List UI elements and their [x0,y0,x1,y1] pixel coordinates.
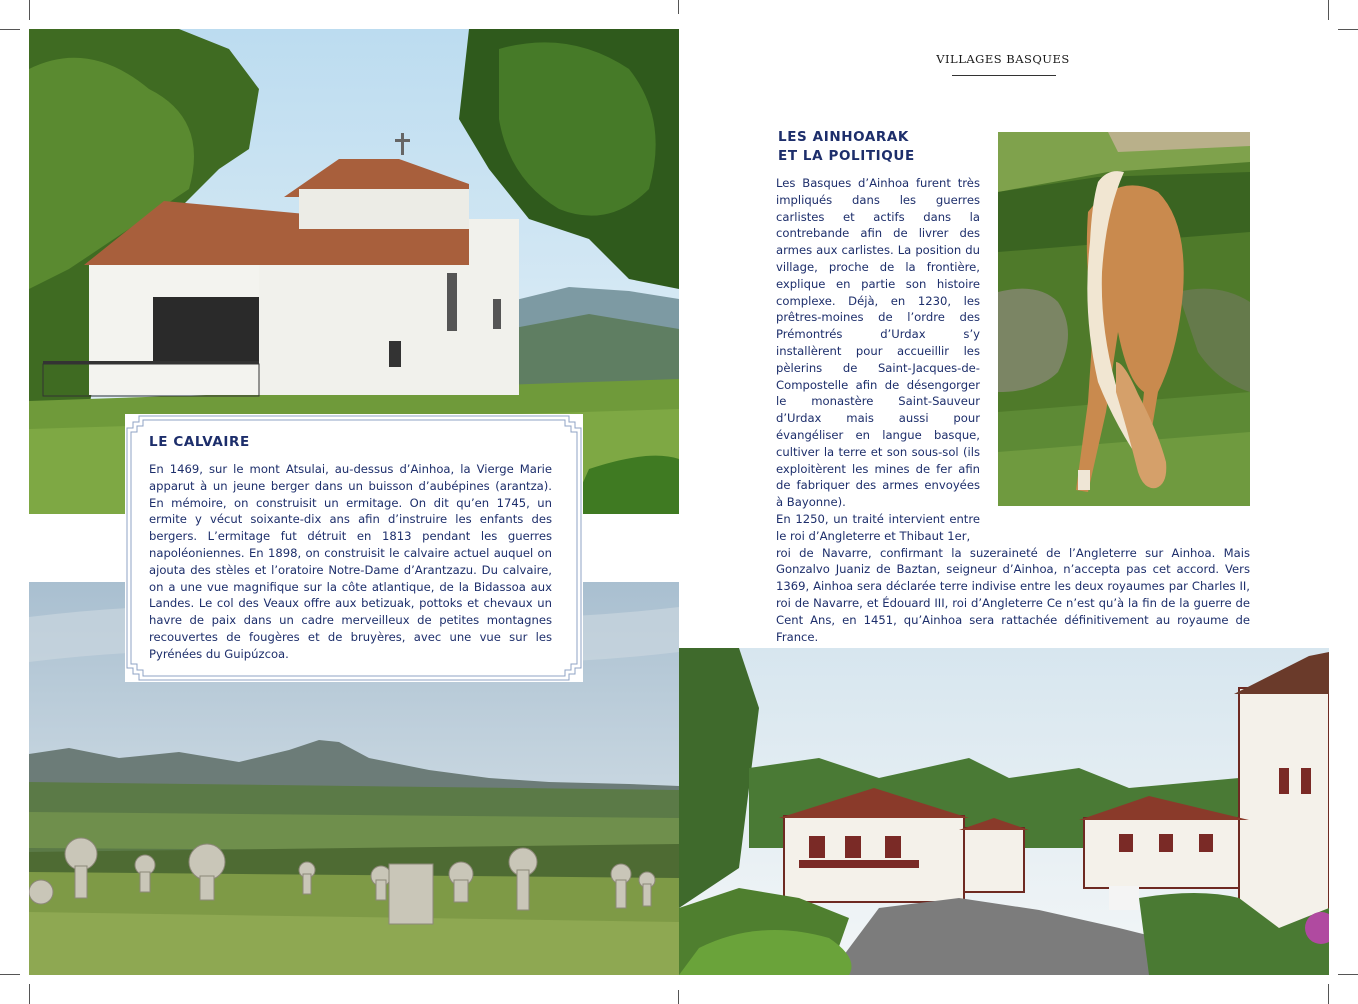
crop-mark [678,990,679,1004]
crop-mark [0,974,20,975]
article-title-line2: ET LA POLITIQUE [778,148,915,164]
article-wrapped-text: Les Basques d’Ainhoa furent très impliqués dans les guerres carlistes et actifs dans la contrebande afin de livrer des armes aux carlistes. La position du village, proche de la frontière, explique en partie son histoire complexe. Déjà, en 1230, les prêtres-moines de l’ordre des Prémontrés d’Urdax s’y installèrent pour accueillir les pèlerins de Saint-Jacques-de-Compostelle afin de désengorger le monastère Saint-Sauveur d’Urdax mais aussi pour évangéliser en langue basque, cultiver la terre et son sous-sol (ils exploitèrent les mines de fer afin de fabriquer des armes envoyées à Bayonne). [776,176,980,510]
calvaire-box [125,414,583,682]
calvaire-title: LE CALVAIRE [149,434,250,450]
crop-mark [29,0,30,20]
calvaire-text: En 1469, sur le mont Atsulai, au-dessus d’Ainhoa, la Vierge Marie apparut à un jeune berger dans un buisson d’aubépines (arantza). En mémoire, on construisit un ermitage. On dit qu’en 1745, un ermite y vécut soixante-dix ans afin d’instruire les enfants des bergers. L’ermitage fut détruit en 1813 pendant les guerres napoléoniennes. En 1898, on construisit le calvaire actuel auquel on ajouta des stèles et l’oratoire Notre-Dame d’Arantzazu. Du calvaire, on a une vue magnifique sur la côte atlantique, de la Bidassoa aux Landes. Le col des Veaux offre aux betizuak, pottoks et chevaux un havre de paix dans un cadre merveilleux de petites montagnes recouvertes de fougères et de bruyères, avec une vue sur les Pyrénées du Guipúzcoa. [149,462,552,661]
crop-mark [1328,0,1329,20]
crop-mark [678,0,679,14]
village-photo [679,648,1329,975]
crop-mark [1338,974,1358,975]
running-title-rule [952,75,1056,76]
article-title [778,128,978,166]
crop-mark [0,29,20,30]
article-title-line1: LES AINHOARAK [778,129,909,145]
article-body [776,175,1250,645]
article-full-text: roi de Navarre, confirmant la suzeraineté de l’Angleterre sur Ainhoa. Mais Gonzalvo Juaniz de Baztan, seigneur d’Ainhoa, n’accepta pas cet accord. Vers 1369, Ainhoa sera déclarée terre indivise entre les deux royaumes par Charles II, roi de Navarre, et Édouard III, roi d’Angleterre Ce n’est qu’à la fin de la guerre de Cent Ans, en 1451, qu’Ainhoa sera rattachée définitivement au royaume de France. [776,545,1250,644]
article-wrapped-text-2: En 1250, un traité intervient entre le roi d’Angleterre et Thibaut 1er, [776,511,980,543]
crop-mark [1338,29,1358,30]
crop-mark [29,984,30,1004]
running-title: VILLAGES BASQUES [936,52,1070,66]
crop-mark [1328,984,1329,1004]
